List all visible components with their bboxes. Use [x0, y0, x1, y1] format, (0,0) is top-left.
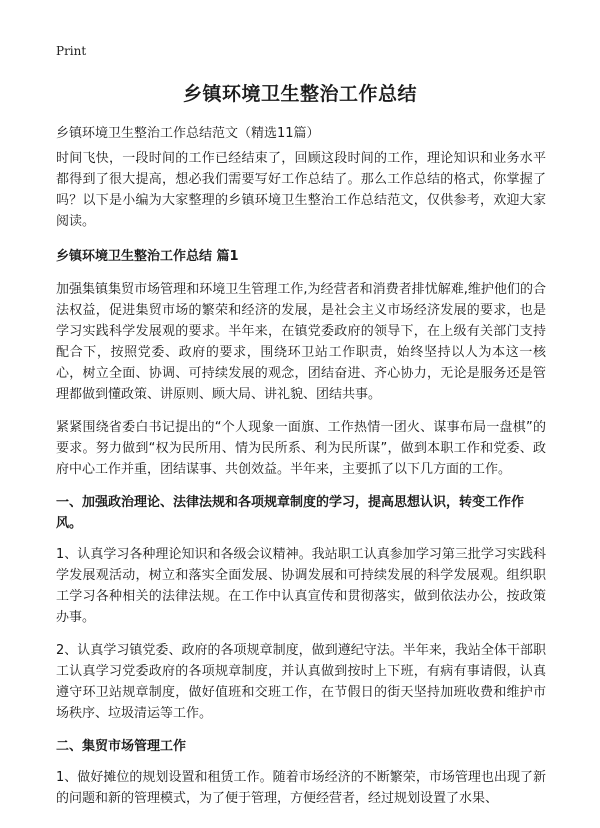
body-paragraph: 紧紧围绕省委白书记提出的“个人现象一面旗、工作热情一团火、谋事布局一盘棋”的要求。努力做到“权为民所用、情为民所系、利为民所谋”，做到本职工作和党委、政府中心工作并重，团结谋事、共创效益。半年来，主要抓了以下几方面的工作。: [56, 420, 546, 477]
print-link[interactable]: Print: [56, 44, 87, 58]
subsection-heading: 二、集贸市场管理工作: [56, 739, 187, 754]
document-subtitle: 乡镇环境卫生整治工作总结范文（精选11篇）: [56, 126, 320, 141]
intro-paragraph: 时间飞快，一段时间的工作已经结束了，回顾这段时间的工作，理论知识和业务水平都得到了很大提高，想必我们需要写好工作总结了。那么工作总结的格式，你掌握了吗？以下是小编为大家整理的乡镇环境卫生整治工作总结范文，仅供参考，欢迎大家阅读。: [56, 151, 546, 229]
body-paragraph: 加强集镇集贸市场管理和环境卫生管理工作,为经营者和消费者排忧解难,维护他们的合法权益，促进集贸市场的繁荣和经济的发展，是社会主义市场经济发展的要求，也是学习实践科学发展观的要求。半年来，在镇党委政府的领导下，在上级有关部门支持配合下，按照党委、政府的要求，围绕环卫站工作职责，始终坚持以人为本这一核心，树立全面、协调、可持续发展的观念，团结奋进、齐心协力，无论是服务还是管理都做到懂政策、讲原则、顾大局、讲礼貌、团结共事。: [56, 282, 546, 402]
page-title: 乡镇环境卫生整治工作总结: [182, 83, 417, 105]
section-heading: 乡镇环境卫生整治工作总结 篇1: [56, 249, 239, 264]
list-item: 2、认真学习镇党委、政府的各项规章制度，做到遵纪守法。半年来，我站全体干部职工认真学习党委政府的各项规章制度，并认真做到按时上下班，有病有事请假，认真遵守环卫站规章制度，做好值班和交班工作，在节假日的街天坚持加班收费和维护市场秩序、垃圾清运等工作。: [56, 643, 546, 721]
document-body: [56, 148, 546, 821]
subsection-heading: 一、加强政治理论、法律法规和各项规章制度的学习，提高思想认识，转变工作作风。: [56, 495, 525, 531]
list-item: 1、认真学习各种理论知识和各级会议精神。我站职工认真参加学习第三批学习实践科学发展观活动，树立和落实全面发展、协调发展和可持续发展的科学发展观。组织职工学习各种相关的法律法规。在工作中认真宣传和贯彻落实，做到依法办公，按政策办事。: [56, 547, 546, 625]
list-item: 1、做好摊位的规划设置和租赁工作。随着市场经济的不断繁荣，市场管理也出现了新的问题和新的管理模式，为了便于管理，方便经营者，经过规划设置了水果、: [56, 770, 546, 806]
